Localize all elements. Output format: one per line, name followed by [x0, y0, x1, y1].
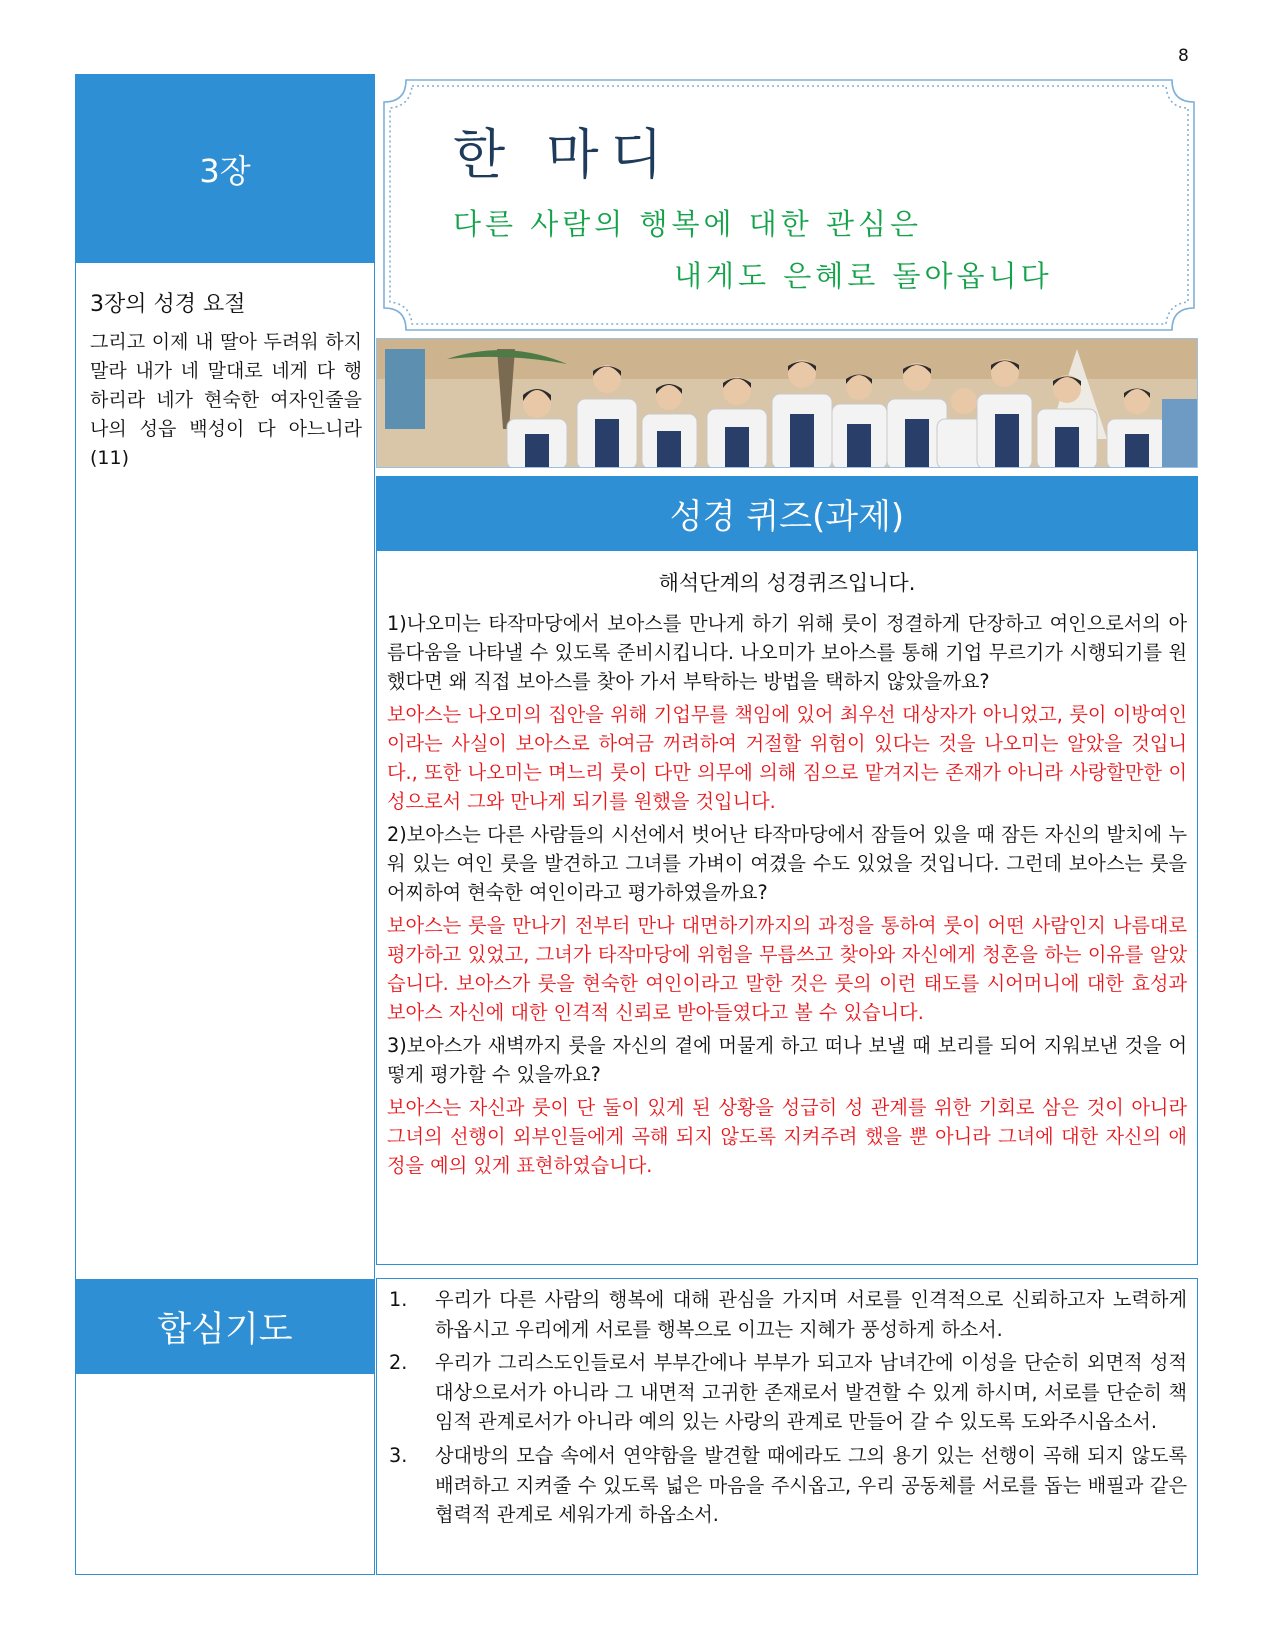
choir-photo [376, 338, 1198, 468]
quiz-answer-3: 보아스는 자신과 룻이 단 둘이 있게 된 상황을 성급히 성 관계를 위한 기회로 삼은 것이 아니라 그녀의 선행이 외부인들에게 곡해 되지 않도록 지켜주려 했을 뿐 아니라 그녀에 대한 자신의 애정을 예의 있게 표현하였습니다. [387, 1096, 1187, 1177]
motto-line-2: 내게도 은혜로 돌아옵니다 [674, 259, 1053, 293]
page-number: 8 [1178, 46, 1189, 66]
key-verse [90, 287, 362, 473]
chapter-heading: 3장 [76, 75, 374, 263]
quiz-question-1: 1)나오미는 타작마당에서 보아스를 만나게 하기 위해 룻이 정결하게 단장하고 여인으로서의 아름다움을 나타낼 수 있도록 준비시킵니다. 나오미가 보아스를 통해 기업 무르기가 시행되기를 원했다면 왜 직접 보아스를 찾아 가서 부탁하는 방법을 택하지 않았을까요? [387, 612, 1187, 693]
prayer-item [389, 1441, 1187, 1530]
prayer-number: 1. [389, 1288, 408, 1311]
prayer-list [377, 1279, 1197, 1530]
quiz-heading: 성경 퀴즈(과제) [376, 476, 1198, 551]
motto-title: 한 마디 [453, 123, 675, 186]
quiz-question-3: 3)보아스가 새벽까지 룻을 자신의 곁에 머물게 하고 떠나 보낼 때 보리를 되어 지워보낸 것을 어떻게 평가할 수 있을까요? [387, 1034, 1187, 1086]
key-verse-text: 그리고 이제 내 딸아 두려워 하지 말라 내가 네 말대로 네게 다 행하리라 네가 현숙한 여자인줄을 나의 성읍 백성이 다 아느니라(11) [90, 331, 362, 469]
prayer-item [389, 1285, 1187, 1344]
quiz-question-2: 2)보아스는 다른 사람들의 시선에서 벗어난 타작마당에서 잠들어 있을 때 잠든 자신의 발치에 누워 있는 여인 룻을 발견하고 그녀를 가벼이 여겼을 수도 있었을 것입니다. 그런데 보아스는 룻을 어찌하여 현숙한 여인이라고 평가하였을까요? [387, 823, 1187, 904]
prayer-text: 상대방의 모습 속에서 연약함을 발견할 때에라도 그의 용기 있는 선행이 곡해 되지 않도록 배려하고 지켜줄 수 있도록 넓은 마음을 주시옵고, 우리 공동체를 서로를 돕는 배필과 같은 협력적 관계로 세워가게 하옵소서. [435, 1443, 1187, 1527]
quiz-answer-2: 보아스는 룻을 만나기 전부터 만나 대면하기까지의 과정을 통하여 룻이 어떤 사람인지 나름대로 평가하고 있었고, 그녀가 타작마당에 위험을 무릅쓰고 찾아와 자신에게 청혼을 하는 이유를 알았습니다. 보아스가 룻을 현숙한 여인이라고 말한 것은 룻의 이런 태도를 시어머니에 대한 효성과 보아스 자신에 대한 인격적 신뢰로 받아들였다고 볼 수 있습니다. [387, 914, 1187, 1024]
prayer-number: 3. [389, 1443, 408, 1467]
sidebar [75, 74, 375, 1575]
key-verse-title: 3장의 성경 요절 [90, 292, 246, 317]
quiz-answer-1: 보아스는 나오미의 집안을 위해 기업무를 책임에 있어 최우선 대상자가 아니었고, 룻이 이방여인이라는 사실이 보아스로 하여금 꺼려하여 거절할 위험이 있다는 것을 나오미는 알았을 것입니다., 또한 나오미는 며느리 룻이 다만 의무에 의해 짐으로 맡겨지는 존재가 아니라 사랑할만한 이성으로서 그와 만나게 되기를 원했을 것입니다. [387, 703, 1187, 813]
motto-line-1: 다른 사람의 행복에 대한 관심은 [453, 207, 923, 241]
prayer-number: 2. [389, 1351, 408, 1375]
prayer-text: 우리가 그리스도인들로서 부부간에나 부부가 되고자 남녀간에 이성을 단순히 외면적 성적 대상으로서가 아니라 그 내면적 고귀한 존재로서 발견할 수 있게 하시며, 서로를 단순히 책임적 관계로서가 아니라 예의 있는 사랑의 관계로 만들어 갈 수 있도록 도와주시옵소서. [435, 1351, 1187, 1434]
prayer-section [376, 1278, 1198, 1575]
motto-panel [378, 74, 1200, 336]
prayer-item [389, 1348, 1187, 1437]
prayer-heading: 합심기도 [76, 1279, 374, 1374]
prayer-text: 우리가 다른 사람의 행복에 대해 관심을 가지며 서로를 인격적으로 신뢰하고자 노력하게 하옵시고 우리에게 서로를 행복으로 이끄는 지혜가 풍성하게 하소서. [435, 1288, 1187, 1341]
quiz-intro: 해석단계의 성경퀴즈입니다. [658, 571, 916, 595]
quiz-section [376, 551, 1198, 1265]
choir-illustration [377, 339, 1198, 468]
